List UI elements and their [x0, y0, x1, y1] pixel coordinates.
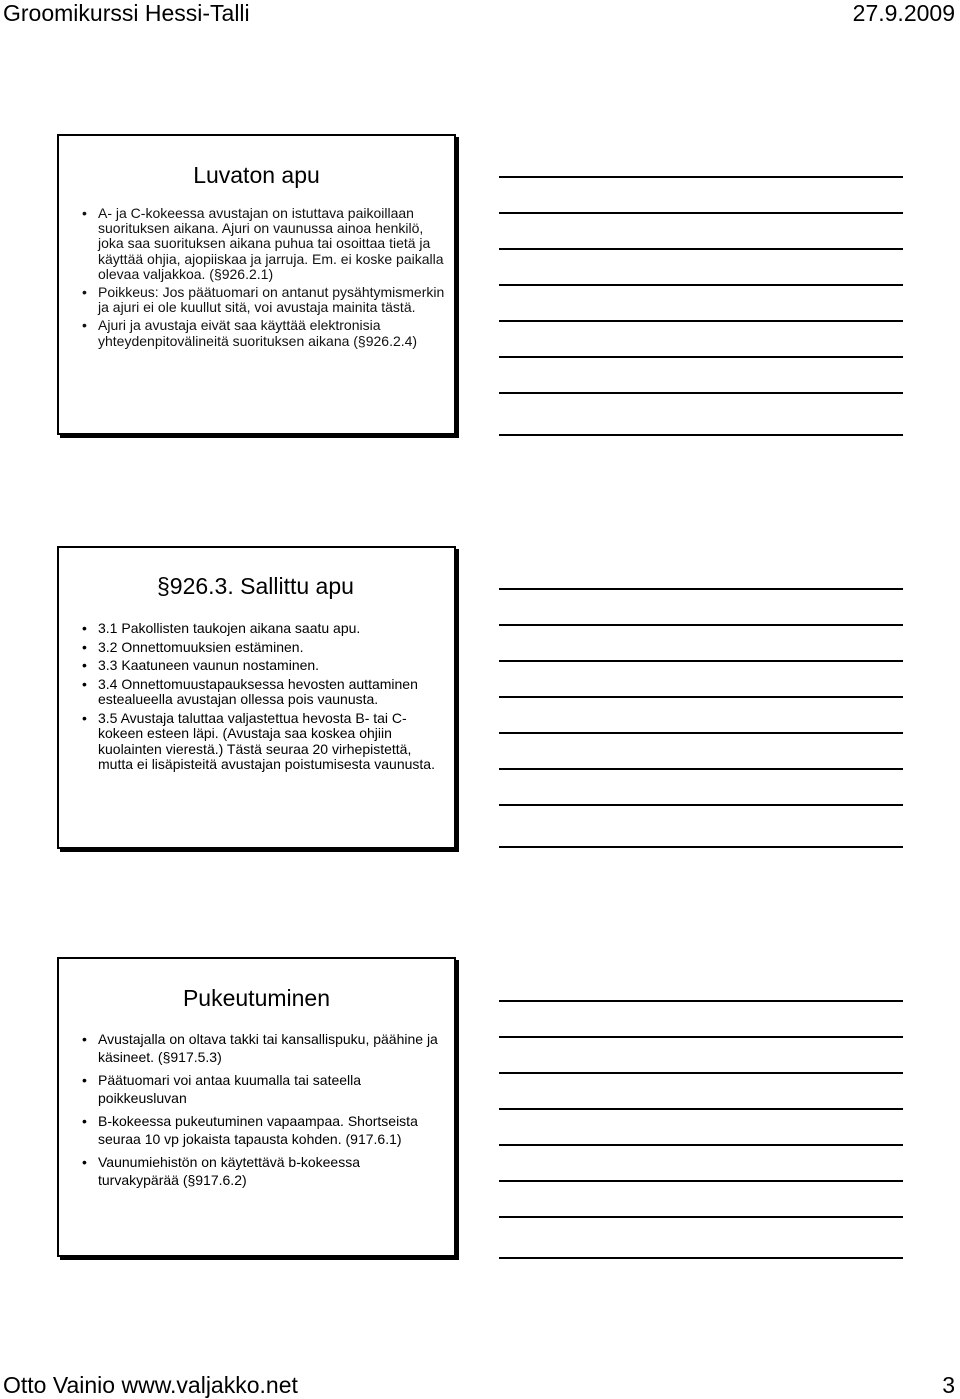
note-line [499, 660, 903, 662]
bullet-item: • Päätuomari voi antaa kuumalla tai sateella poikkeusluvan [59, 1071, 440, 1107]
note-line [499, 176, 903, 178]
note-line [499, 248, 903, 250]
note-line [499, 588, 903, 590]
note-line [499, 284, 903, 286]
bullet-item: • 3.3 Kaatuneen vaunun nostaminen. [59, 658, 440, 674]
note-line [499, 846, 903, 848]
note-line [499, 1257, 903, 1259]
bullet-item: • 3.5 Avustaja taluttaa valjastettua hevosta B- tai C-kokeen esteen läpi. (Avustaja saa koskea ohjiin kuolainten vierestä.) Tästä seuraa 20 virhepistettä, mutta ei lisäpisteitä avustajan poistumisesta vaunusta. [59, 711, 440, 773]
note-line [499, 1144, 903, 1146]
slide-title: §926.3. Sallittu apu [157, 573, 354, 599]
bullet-item: • Avustajalla on oltava takki tai kansallispuku, päähine ja käsineet. (§917.5.3) [59, 1030, 440, 1066]
note-line [499, 212, 903, 214]
bullet-item: • 3.4 Onnettomuustapauksessa hevosten auttaminen estealueella avustajan ollessa pois vaunusta. [59, 677, 440, 708]
bullet-item: • Ajuri ja avustaja eivät saa käyttää elektronisia yhteydenpitovälineitä suorituksen aikana (§926.2.4) [59, 318, 446, 348]
bullet-item: • 3.2 Onnettomuuksien estäminen. [59, 640, 440, 656]
bullet-item: • Vaunumiehistön on käytettävä b-kokeessa turvakypärää (§917.6.2) [59, 1153, 440, 1189]
note-line [499, 696, 903, 698]
note-line [499, 356, 903, 358]
slide-bullet-list [59, 206, 446, 352]
bullet-item: • B-kokeessa pukeutuminen vapaampaa. Shortseista seuraa 10 vp jokaista tapausta kohden. (917.6.1) [59, 1112, 440, 1148]
slide-luvaton-apu [57, 134, 456, 435]
slide-bullet-list [59, 1030, 440, 1194]
bullet-item: • Poikkeus: Jos päätuomari on antanut pysähtymismerkin ja ajuri ei ole kuullut sitä, voi avustaja mainita tästä. [59, 285, 446, 315]
note-line [499, 392, 903, 394]
note-line [499, 732, 903, 734]
document-page-number: 3 [942, 1372, 955, 1398]
note-line [499, 1216, 903, 1218]
slide-bullet-list [59, 621, 440, 776]
document-header-date: 27.9.2009 [852, 0, 955, 26]
note-line [499, 804, 903, 806]
bullet-item: • A- ja C-kokeessa avustajan on istuttava paikoillaan suorituksen aikana. Ajuri on vaunussa ainoa henkilö, joka saa suorituksen aikana puhua tai osoittaa tietä ja käyttää ohjia, ajopiiskaa ja jarruja. Em. ei koske paikalla olevaa valjakkoa. (§926.2.1) [59, 206, 446, 282]
document-footer-author: Otto Vainio www.valjakko.net [3, 1372, 298, 1398]
note-line [499, 320, 903, 322]
note-line [499, 768, 903, 770]
slide-pukeutuminen [57, 957, 456, 1257]
slide-title: Luvaton apu [193, 162, 320, 188]
note-line [499, 1000, 903, 1002]
note-line [499, 624, 903, 626]
note-line [499, 1072, 903, 1074]
document-header-title: Groomikurssi Hessi-Talli [3, 0, 250, 26]
note-line [499, 434, 903, 436]
bullet-item: • 3.1 Pakollisten taukojen aikana saatu apu. [59, 621, 440, 637]
note-line [499, 1108, 903, 1110]
slide-sallittu-apu [57, 546, 456, 849]
note-line [499, 1036, 903, 1038]
note-line [499, 1180, 903, 1182]
slide-title: Pukeutuminen [182, 985, 331, 1011]
